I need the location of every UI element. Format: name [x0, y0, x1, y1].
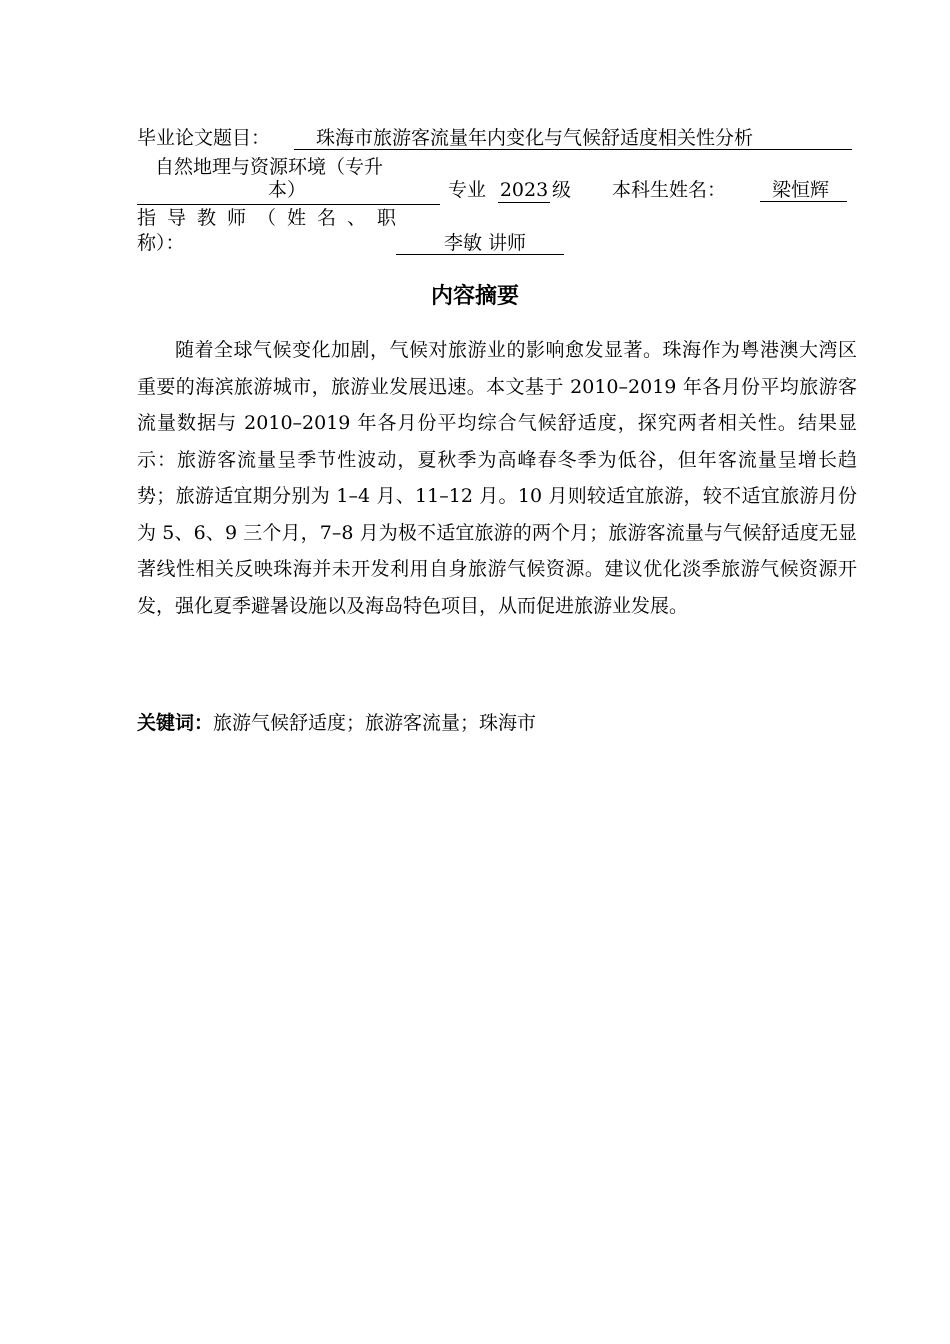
enrollment-year-value: 2023	[499, 179, 549, 201]
thesis-title-label: 毕业论文题目：	[137, 127, 271, 149]
student-name-value: 梁恒辉	[760, 178, 847, 202]
keywords-label: 关键词：	[137, 712, 214, 734]
major-value-line1: 自然地理与资源环境（专升	[155, 156, 384, 178]
grade-label: 级	[552, 179, 572, 201]
abstract-body: 随着全球气候变化加剧，气候对旅游业的影响愈发显著。珠海作为粤港澳大湾区重要的海滨旅游城市，旅游业发展迅速。本文基于 2010–2019 年各月份平均旅游客流量数据与 2010–2019 年各月份平均综合气候舒适度，探究两者相关性。结果显示：旅游客流量呈季节性波动，夏秋季为高峰春冬季为低谷，但年客流量呈增长趋势；旅游适宜期分别为 1–4 月、11–12 月。10 月则较适宜旅游，较不适宜旅游月份为 5、6、9 三个月，7–8 月为极不适宜旅游的两个月；旅游客流量与气候舒适度无显著线性相关反映珠海并未开发利用自身旅游气候资源。建议优化淡季旅游气候资源开发，强化夏季避暑设施以及海岛特色项目，从而促进旅游业发展。	[137, 339, 857, 617]
major-value-line2: 本）	[268, 179, 307, 201]
keywords-value: 旅游气候舒适度；旅游客流量；珠海市	[213, 712, 537, 734]
student-name-label: 本科生姓名：	[612, 179, 727, 201]
thesis-title-value: 珠海市旅游客流量年内变化与气候舒适度相关性分析	[294, 126, 852, 150]
advisor-value: 李敏 讲师	[396, 231, 564, 255]
advisor-label-line1: 指导教师（姓名、职	[137, 207, 408, 229]
keywords-line	[137, 710, 536, 736]
abstract-heading: 内容摘要	[430, 284, 519, 309]
specialty-label: 专业	[448, 179, 487, 201]
advisor-label-line2: 称）：	[137, 232, 185, 254]
